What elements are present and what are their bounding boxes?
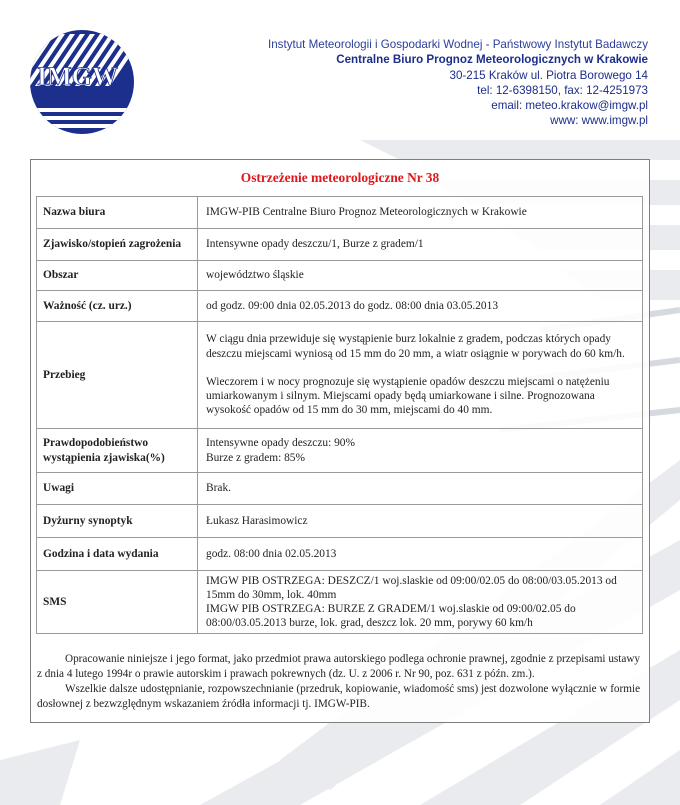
row-value: IMGW-PIB Centralne Biuro Prognoz Meteorologicznych w Krakowie — [198, 197, 643, 229]
copyright-paragraph: Wszelkie dalsze udostępnianie, rozpowszechnianie (przedruk, kopiowanie, wiadomość sms) jest dozwolone wyłącznie w formie dosłownej z bezwzględnym wskazaniem źródła informacji tj. IMGW-PIB. — [37, 683, 641, 710]
warning-title: Ostrzeżenie meteorologiczne Nr 38 — [240, 170, 440, 185]
letterhead — [0, 0, 680, 140]
table-row — [37, 229, 643, 261]
row-value: Intensywne opady deszczu: 90% Burze z gradem: 85% — [198, 429, 643, 473]
row-label: SMS — [37, 571, 198, 634]
row-label: Przebieg — [37, 322, 198, 429]
row-label: Godzina i data wydania — [37, 538, 198, 571]
copyright-notice — [37, 652, 641, 712]
table-row — [37, 429, 643, 473]
table-row — [37, 473, 643, 505]
row-label: Uwagi — [37, 473, 198, 505]
row-label: Ważność (cz. urz.) — [37, 291, 198, 322]
table-row — [37, 322, 643, 429]
row-label: Dyżurny synoptyk — [37, 505, 198, 538]
row-value: Łukasz Harasimowicz — [198, 505, 643, 538]
row-value: IMGW PIB OSTRZEGA: DESZCZ/1 woj.slaskie od 09:00/02.05 do 08:00/03.05.2013 od 15mm do 30mm, lok. 40mm IMGW PIB OSTRZEGA: BURZE Z GRADEM/1 woj.slaskie od 09:00/02.05 do 08:00/03.05.2013 burze, lok. grad, deszcz lok. 20 mm, porywy 60 km/h — [198, 571, 643, 634]
office-www[interactable]: www: www.imgw.pl — [550, 114, 648, 128]
table-row — [37, 291, 643, 322]
table-row — [37, 261, 643, 291]
table-row — [37, 571, 643, 634]
office-name: Centralne Biuro Prognoz Meteorologicznych w Krakowie — [336, 53, 648, 67]
row-value: od godz. 09:00 dnia 02.05.2013 do godz. 08:00 dnia 03.05.2013 — [198, 291, 643, 322]
office-phone: tel: 12-6398150, fax: 12-4251973 — [477, 83, 648, 97]
institute-contact — [268, 37, 648, 129]
imgw-logo-icon — [28, 28, 136, 136]
row-label: Obszar — [37, 261, 198, 291]
table-row — [37, 197, 643, 229]
row-label: Prawdopodobieństwo wystąpienia zjawiska(%) — [37, 429, 198, 473]
row-label: Nazwa biura — [37, 197, 198, 229]
row-value: Intensywne opady deszczu/1, Burze z gradem/1 — [198, 229, 643, 261]
table-row — [37, 538, 643, 571]
office-address: 30-215 Kraków ul. Piotra Borowego 14 — [449, 68, 648, 82]
row-value: Brak. — [198, 473, 643, 505]
warning-document — [30, 159, 650, 723]
table-row — [37, 505, 643, 538]
row-value: godz. 08:00 dnia 02.05.2013 — [198, 538, 643, 571]
row-value: województwo śląskie — [198, 261, 643, 291]
logo-letters: IMGW — [37, 62, 118, 91]
row-label: Zjawisko/stopień zagrożenia — [37, 229, 198, 261]
row-value: W ciągu dnia przewiduje się wystąpienie burz lokalnie z gradem, podczas których opady deszczu miejscami wyniosą od 15 mm do 20 mm, a wiatr osiągnie w porywach do 60 km/h. Wieczorem i w nocy prognozuje się wystąpienie opadów deszczu miejscami o natężeniu umiarkowanym i silnym. Miejscami opady będą umiarkowane i silne. Prognozowana wysokość opadów od 15 mm do 30 mm, miejscami do 40 mm. — [198, 322, 643, 429]
copyright-paragraph: Opracowanie niniejsze i jego format, jako przedmiot prawa autorskiego podlega ochronie prawnej, zgodnie z przepisami ustawy z dnia 4 lutego 1994r o prawie autorskim i prawach pokrewnych (dz. U. z 2006 r. Nr 90, poz. 631 z późn. zm.). — [37, 653, 641, 680]
institute-name: Instytut Meteorologii i Gospodarki Wodnej - Państwowy Instytut Badawczy — [268, 38, 648, 51]
warning-table — [36, 196, 643, 634]
office-email[interactable]: email: meteo.krakow@imgw.pl — [491, 99, 648, 113]
